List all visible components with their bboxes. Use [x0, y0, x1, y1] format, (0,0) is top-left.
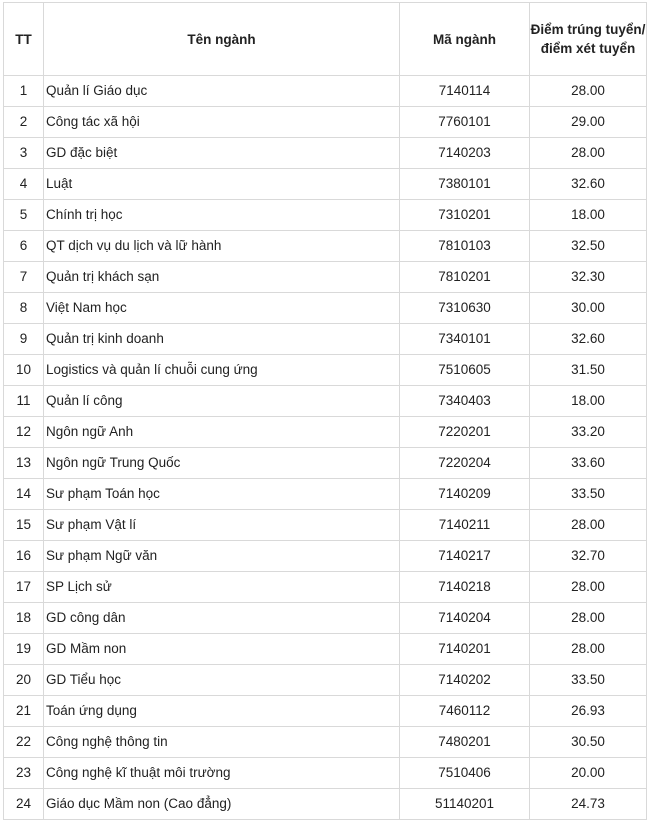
major-name: GD đặc biệt — [44, 138, 400, 169]
major-code: 7140209 — [400, 479, 530, 510]
table-row — [4, 572, 647, 603]
major-code: 7340403 — [400, 386, 530, 417]
row-number: 18 — [4, 603, 44, 634]
table-row — [4, 386, 647, 417]
table-row — [4, 789, 647, 820]
major-code: 7810201 — [400, 262, 530, 293]
header-score: Điểm trúng tuyển/điểm xét tuyển — [530, 3, 647, 76]
major-name: SP Lịch sử — [44, 572, 400, 603]
major-name: GD công dân — [44, 603, 400, 634]
row-number: 22 — [4, 727, 44, 758]
major-name: Công tác xã hội — [44, 107, 400, 138]
major-code: 7810103 — [400, 231, 530, 262]
major-name: QT dịch vụ du lịch và lữ hành — [44, 231, 400, 262]
admission-score: 33.50 — [530, 665, 647, 696]
admission-score: 32.60 — [530, 324, 647, 355]
row-number: 1 — [4, 76, 44, 107]
admission-score: 32.70 — [530, 541, 647, 572]
major-code: 7510605 — [400, 355, 530, 386]
table-row — [4, 479, 647, 510]
admission-score: 29.00 — [530, 107, 647, 138]
major-code: 7140114 — [400, 76, 530, 107]
table-row — [4, 603, 647, 634]
row-number: 17 — [4, 572, 44, 603]
admission-score: 28.00 — [530, 138, 647, 169]
major-code: 7220204 — [400, 448, 530, 479]
major-name: Quản trị kinh doanh — [44, 324, 400, 355]
admission-score: 30.00 — [530, 293, 647, 324]
table-row — [4, 696, 647, 727]
table-row — [4, 727, 647, 758]
row-number: 23 — [4, 758, 44, 789]
major-code: 7310630 — [400, 293, 530, 324]
table-row — [4, 510, 647, 541]
table-row — [4, 448, 647, 479]
row-number: 9 — [4, 324, 44, 355]
row-number: 7 — [4, 262, 44, 293]
major-name: GD Mầm non — [44, 634, 400, 665]
major-name: Quản lí công — [44, 386, 400, 417]
row-number: 14 — [4, 479, 44, 510]
major-name: Ngôn ngữ Trung Quốc — [44, 448, 400, 479]
major-name: GD Tiểu học — [44, 665, 400, 696]
table-body — [4, 76, 647, 820]
admission-score: 32.60 — [530, 169, 647, 200]
header-major-code: Mã ngành — [400, 3, 530, 76]
major-name: Sư phạm Ngữ văn — [44, 541, 400, 572]
table-row — [4, 417, 647, 448]
row-number: 3 — [4, 138, 44, 169]
table-row — [4, 200, 647, 231]
row-number: 11 — [4, 386, 44, 417]
row-number: 12 — [4, 417, 44, 448]
major-name: Quản trị khách sạn — [44, 262, 400, 293]
row-number: 5 — [4, 200, 44, 231]
table-row — [4, 262, 647, 293]
table-row — [4, 169, 647, 200]
major-name: Logistics và quản lí chuỗi cung ứng — [44, 355, 400, 386]
admission-score: 33.50 — [530, 479, 647, 510]
row-number: 6 — [4, 231, 44, 262]
major-code: 51140201 — [400, 789, 530, 820]
row-number: 8 — [4, 293, 44, 324]
table-row — [4, 231, 647, 262]
admission-score: 31.50 — [530, 355, 647, 386]
major-code: 7340101 — [400, 324, 530, 355]
row-number: 21 — [4, 696, 44, 727]
row-number: 13 — [4, 448, 44, 479]
table-row — [4, 324, 647, 355]
major-code: 7460112 — [400, 696, 530, 727]
table-row — [4, 541, 647, 572]
major-name: Sư phạm Vật lí — [44, 510, 400, 541]
table-row — [4, 665, 647, 696]
row-number: 15 — [4, 510, 44, 541]
row-number: 10 — [4, 355, 44, 386]
table-row — [4, 355, 647, 386]
major-code: 7140211 — [400, 510, 530, 541]
table-header-row — [4, 3, 647, 76]
major-code: 7140201 — [400, 634, 530, 665]
admission-score: 28.00 — [530, 572, 647, 603]
major-code: 7310201 — [400, 200, 530, 231]
major-code: 7140217 — [400, 541, 530, 572]
admission-score: 33.60 — [530, 448, 647, 479]
row-number: 4 — [4, 169, 44, 200]
major-name: Ngôn ngữ Anh — [44, 417, 400, 448]
row-number: 2 — [4, 107, 44, 138]
major-name: Quản lí Giáo dục — [44, 76, 400, 107]
major-code: 7760101 — [400, 107, 530, 138]
major-name: Công nghệ kĩ thuật môi trường — [44, 758, 400, 789]
table-row — [4, 293, 647, 324]
major-code: 7510406 — [400, 758, 530, 789]
major-code: 7480201 — [400, 727, 530, 758]
admission-score: 32.30 — [530, 262, 647, 293]
major-name: Toán ứng dụng — [44, 696, 400, 727]
admission-score: 18.00 — [530, 386, 647, 417]
admission-score: 32.50 — [530, 231, 647, 262]
admission-score: 28.00 — [530, 634, 647, 665]
major-code: 7140218 — [400, 572, 530, 603]
major-code: 7380101 — [400, 169, 530, 200]
admission-scores-table — [3, 2, 647, 820]
header-major-name: Tên ngành — [44, 3, 400, 76]
row-number: 19 — [4, 634, 44, 665]
admission-score: 28.00 — [530, 510, 647, 541]
admission-score: 33.20 — [530, 417, 647, 448]
admission-score: 30.50 — [530, 727, 647, 758]
admission-score: 24.73 — [530, 789, 647, 820]
major-name: Chính trị học — [44, 200, 400, 231]
major-code: 7220201 — [400, 417, 530, 448]
table-row — [4, 138, 647, 169]
major-name: Luật — [44, 169, 400, 200]
admission-score: 28.00 — [530, 603, 647, 634]
admission-score: 20.00 — [530, 758, 647, 789]
row-number: 24 — [4, 789, 44, 820]
admission-score: 18.00 — [530, 200, 647, 231]
row-number: 16 — [4, 541, 44, 572]
major-name: Giáo dục Mầm non (Cao đẳng) — [44, 789, 400, 820]
table-row — [4, 107, 647, 138]
major-code: 7140203 — [400, 138, 530, 169]
table-row — [4, 758, 647, 789]
admission-score: 26.93 — [530, 696, 647, 727]
table-row — [4, 76, 647, 107]
major-code: 7140204 — [400, 603, 530, 634]
table-row — [4, 634, 647, 665]
major-name: Sư phạm Toán học — [44, 479, 400, 510]
major-code: 7140202 — [400, 665, 530, 696]
major-name: Việt Nam học — [44, 293, 400, 324]
row-number: 20 — [4, 665, 44, 696]
major-name: Công nghệ thông tin — [44, 727, 400, 758]
admission-score: 28.00 — [530, 76, 647, 107]
header-tt: TT — [4, 3, 44, 76]
